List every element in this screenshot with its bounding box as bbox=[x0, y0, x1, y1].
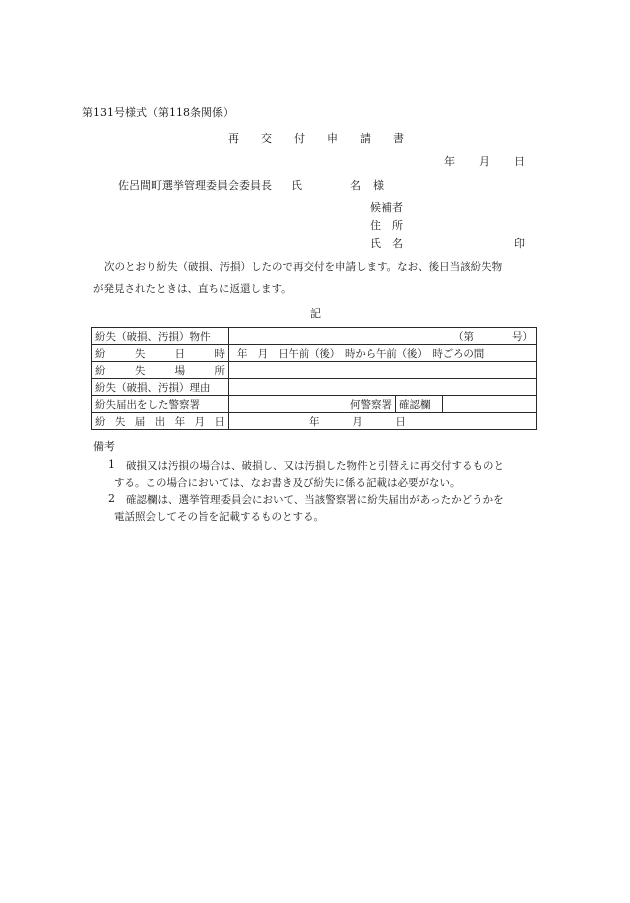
value-loss-reason bbox=[229, 379, 537, 396]
table-row bbox=[92, 328, 537, 345]
report-year: 年 bbox=[309, 415, 320, 428]
notes-heading: 備考 bbox=[93, 440, 115, 453]
value-confirmation bbox=[443, 396, 537, 413]
label-confirmation: 確認欄 bbox=[396, 396, 443, 413]
date-month: 月 bbox=[479, 155, 490, 168]
value-loss-datetime: 年 月 日午前（後） 時から午前（後） 時ごろの間 bbox=[229, 345, 537, 362]
report-month: 月 bbox=[352, 415, 363, 428]
label-char: 所 bbox=[214, 364, 225, 377]
seal-mark: 印 bbox=[514, 237, 525, 250]
title-char: 交 bbox=[261, 132, 272, 145]
label-char: 出 bbox=[154, 415, 166, 428]
table-row bbox=[92, 396, 537, 413]
label-loss-place bbox=[92, 362, 229, 379]
label-police-station: 紛失届出をした警察署 bbox=[92, 396, 229, 413]
value-loss-place bbox=[229, 362, 537, 379]
addressee-mei: 名 bbox=[350, 179, 361, 192]
label-char: 日 bbox=[214, 415, 225, 428]
label-char: 紛 bbox=[95, 347, 106, 360]
title-char: 申 bbox=[327, 132, 338, 145]
report-day: 日 bbox=[395, 415, 406, 428]
note-2-number: 2 bbox=[108, 492, 115, 505]
label-char: 失 bbox=[114, 415, 126, 428]
date-day: 日 bbox=[514, 155, 525, 168]
label-char: 紛 bbox=[95, 364, 106, 377]
title-char: 書 bbox=[393, 132, 404, 145]
label-lost-item: 紛失（破損、汚損）物件 bbox=[92, 328, 229, 345]
note-2-line1: 確認欄は、選挙管理委員会において、当該警察署に紛失届出があったかどうかを bbox=[126, 494, 504, 506]
addressee-shi: 氏 bbox=[291, 179, 302, 192]
addressee-sama: 様 bbox=[373, 179, 384, 192]
label-char: 届 bbox=[134, 415, 146, 428]
date-year: 年 bbox=[444, 155, 455, 168]
label-loss-reason: 紛失（破損、汚損）理由 bbox=[92, 379, 229, 396]
item-number-open: （第 bbox=[453, 330, 474, 343]
table-row bbox=[92, 379, 537, 396]
table-row bbox=[92, 345, 537, 362]
body-text-line1: 次のとおり紛失（破損、汚損）したので再交付を申請します。なお、後日当該紛失物 bbox=[104, 261, 503, 273]
label-char: 紛 bbox=[95, 415, 106, 428]
label-char: 失 bbox=[134, 364, 146, 377]
label-report-date bbox=[92, 413, 229, 430]
title-char: 再 bbox=[228, 132, 239, 145]
label-char: 失 bbox=[134, 347, 146, 360]
table-row bbox=[92, 413, 537, 430]
loss-details-table bbox=[91, 327, 537, 430]
document-title bbox=[228, 130, 426, 146]
applicant-name-label: 氏 名 bbox=[370, 237, 403, 250]
item-number-close: 号） bbox=[512, 330, 533, 343]
form-number: 第131号様式（第118条関係） bbox=[82, 106, 234, 119]
label-char: 月 bbox=[194, 415, 206, 428]
label-char: 日 bbox=[174, 347, 186, 360]
title-char: 請 bbox=[360, 132, 371, 145]
value-lost-item bbox=[229, 328, 537, 345]
addressee-title: 佐呂間町選挙管理委員会委員長 bbox=[118, 179, 272, 192]
label-char: 年 bbox=[174, 415, 186, 428]
note-1-line1: 破損又は汚損の場合は、破損し、又は汚損した物件と引替えに再交付するものと bbox=[126, 460, 504, 472]
label-loss-datetime bbox=[92, 345, 229, 362]
body-text-line2: が発見されたときは、直ちに返還します。 bbox=[93, 283, 292, 295]
value-police-station: 何警察署 bbox=[229, 396, 396, 413]
applicant-address-label: 住 所 bbox=[370, 219, 403, 232]
label-char: 時 bbox=[214, 347, 225, 360]
applicant-role: 候補者 bbox=[370, 201, 403, 214]
note-1-line2: する。この場合においては、なお書き及び紛失に係る記載は必要がない。 bbox=[114, 477, 461, 489]
value-report-date bbox=[229, 413, 537, 430]
table-row bbox=[92, 362, 537, 379]
title-char: 付 bbox=[294, 132, 305, 145]
note-1-number: 1 bbox=[108, 458, 115, 471]
ki-heading: 記 bbox=[310, 307, 321, 320]
label-char: 場 bbox=[174, 364, 186, 377]
note-2-line2: 電話照会してその旨を記載するものとする。 bbox=[114, 511, 324, 523]
